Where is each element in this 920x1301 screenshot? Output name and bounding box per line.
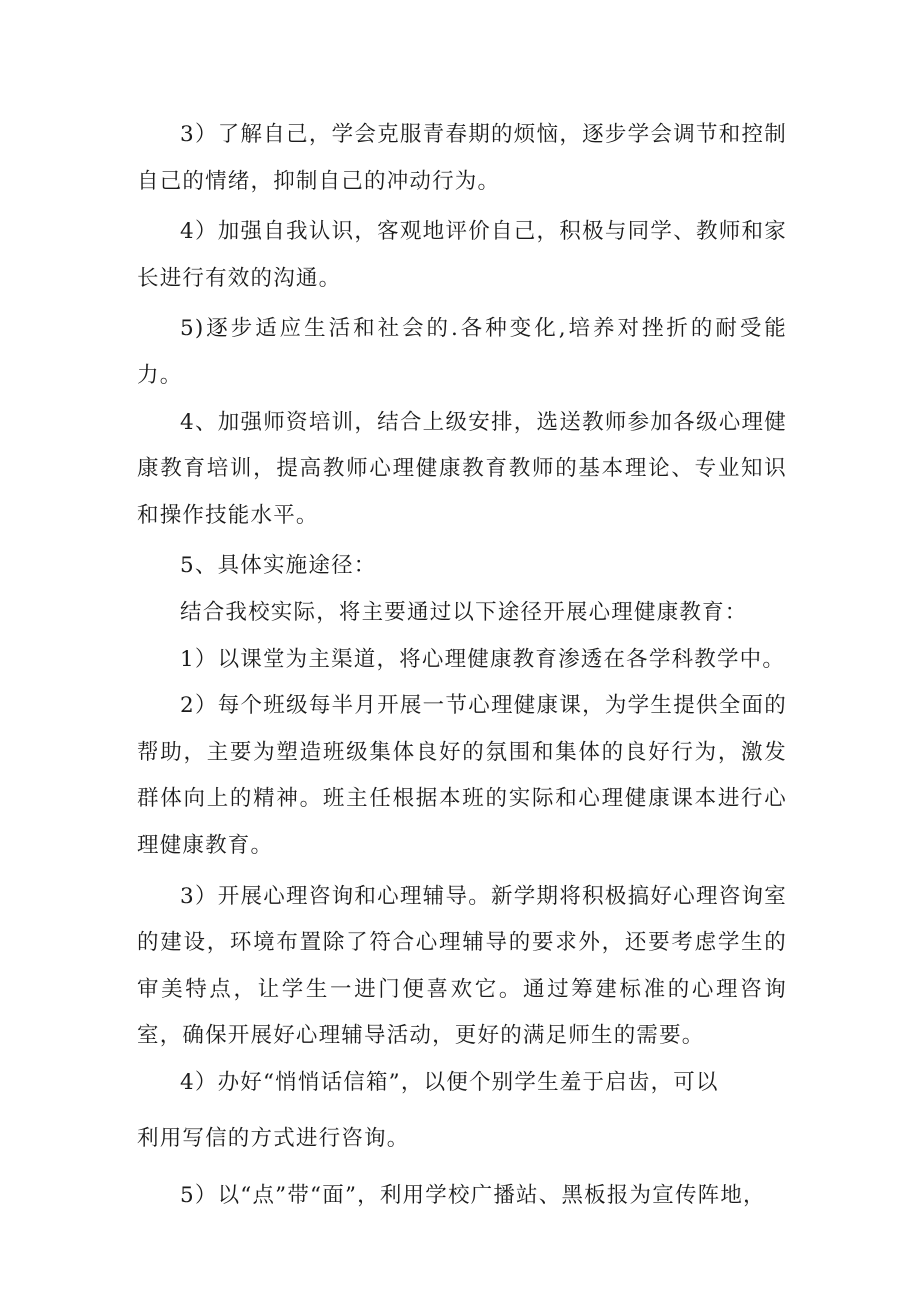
paragraph-2: 4）加强自我认识，客观地评价自己，积极与同学、教师和家长进行有效的沟通。 <box>137 219 787 291</box>
paragraph-6: 结合我校实际，将主要通过以下途径开展心理健康教育： <box>180 599 748 625</box>
paragraph-12: 5）以“点”带“面”，利用学校广播站、黑板报为宣传阵地， <box>180 1183 766 1209</box>
paragraph-10: 4）办好“悄悄话信箱”，以便个别学生羞于启齿，可以 <box>180 1069 719 1095</box>
paragraph-8: 2）每个班级每半月开展一节心理健康课，为学生提供全面的帮助，主要为塑造班级集体良好的氛围和集体的良好行为，激发群体向上的精神。班主任根据本班的实际和心理健康课本进行心理健康教育。 <box>137 693 787 858</box>
paragraph-9: 3）开展心理咨询和心理辅导。新学期将积极搞好心理咨询室的建设，环境布置除了符合心理辅导的要求外，还要考虑学生的审美特点，让学生一进门便喜欢它。通过筹建标准的心理咨询室，确保开展好心理辅导活动，更好的满足师生的需要。 <box>137 883 787 1049</box>
paragraph-11: 利用写信的方式进行咨询。 <box>137 1126 410 1152</box>
paragraph-1: 3）了解自己，学会克服青春期的烦恼，逐步学会调节和控制自己的情绪，抑制自己的冲动行为。 <box>137 122 787 194</box>
paragraph-4: 4、加强师资培训，结合上级安排，选送教师参加各级心理健康教育培训，提高教师心理健康教育教师的基本理论、专业知识和操作技能水平。 <box>137 409 787 528</box>
document-body <box>137 112 787 1220</box>
paragraph-7: 1）以课堂为主渠道，将心理健康教育渗透在各学科教学中。 <box>180 646 786 672</box>
paragraph-3: 5)逐步适应生活和社会的.各种变化,培养对挫折的耐受能力。 <box>137 316 787 388</box>
paragraph-5: 5、具体实施途径： <box>180 553 377 579</box>
